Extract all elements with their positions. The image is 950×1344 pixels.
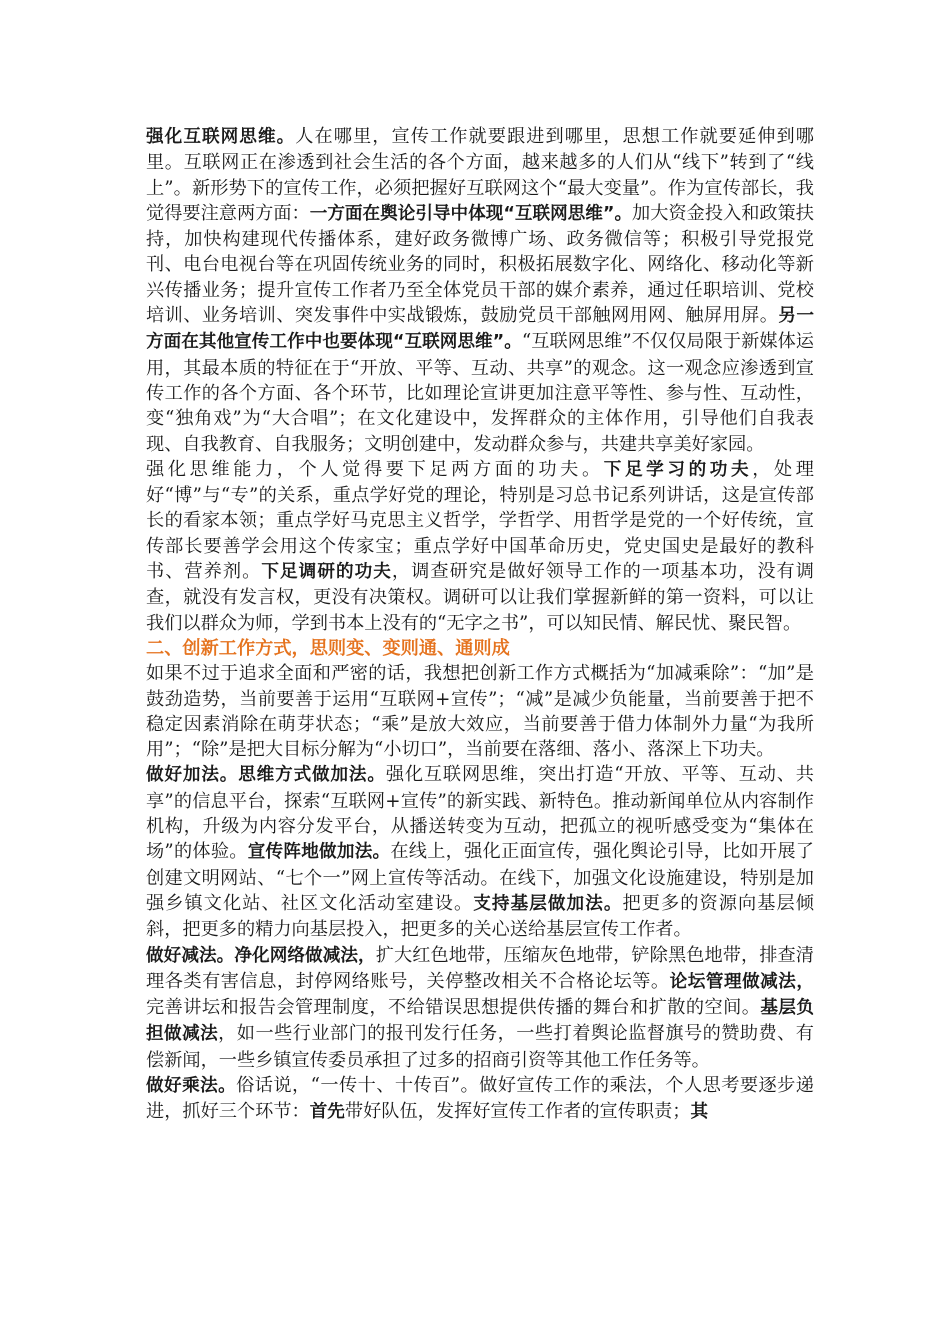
paragraph xyxy=(146,457,814,636)
paragraph xyxy=(146,1073,814,1126)
text-run: 在线上，强化正面宣传，强化舆论引导，比如开展了创建文明网站、“七个一”网上宣传等活动。在线下，加强文化设施建设，特别是加强乡镇文化站、社区文化活动室建设。 xyxy=(146,841,814,914)
text-run: ，处理好“博”与“专”的关系，重点学好党的理论，特别是习总书记系列讲话，这是宣传部长的看家本领；重点学好马克思主义哲学，学哲学、用哲学是党的一个好传统，宣传部长要善学会用这个传家宝；重点学好中国革命历史，党史国史是最好的教科书、营养剂。 xyxy=(146,458,814,583)
paragraph xyxy=(146,762,814,942)
text-run: 带好队伍，发挥好宣传工作者的宣传职责； xyxy=(344,1101,691,1123)
text-run: ，调查研究是做好领导工作的一项基本功，没有调查，就没有发言权，更没有决策权。调研可以让我们掌握新鲜的第一资料，可以让我们以群众为师，学到书本上没有的“无字之书”，可以知民情、解民忧、聚民智。 xyxy=(146,561,814,634)
text-run: “互联网思维”不仅仅局限于新媒体运用，其最本质的特征在于“开放、平等、互动、共享”的观念。这一观念应渗透到宣传工作的各个方面、各个环节，比如理论宣讲更加注意平等性、参与性、互动性，变“独角戏”为“大合唱”；在文化建设中，发挥群众的主体作用，引导他们自我表现、自我教育、自我服务；文明创建中，发动群众参与，共建共享美好家园。 xyxy=(146,331,814,455)
bold-text-run: 宣传阵地做加法。 xyxy=(247,842,391,863)
bold-text-run: 做好减法。净化网络做减法， xyxy=(146,945,376,966)
bold-text-run: 首先 xyxy=(309,1102,345,1123)
text-run: 人在哪里，宣传工作就要跟进到哪里，思想工作就要延伸到哪里。互联网正在渗透到社会生活的各个方面，越来越多的人们从“线下”转到了“线上”。新形势下的宣传工作，必须把握好互联网这个“最大变量”。作为宣传部长，我觉得要注意两方面： xyxy=(146,126,814,224)
bold-text-run: 下足调研的功夫 xyxy=(261,562,392,583)
paragraph xyxy=(146,661,814,762)
bold-text-run: 基层负担做减法 xyxy=(146,998,814,1045)
bold-text-run: 论坛管理做减法， xyxy=(669,971,814,992)
bold-text-run: 下足学习的功夫 xyxy=(603,459,753,480)
paragraph xyxy=(146,943,814,1073)
bold-text-run: 其 xyxy=(690,1102,709,1123)
bold-text-run: 另一方面在其他宣传工作中也要体现“互联网思维”。 xyxy=(146,306,814,353)
text-run: 完善讲坛和报告会管理制度，不给错误思想提供传播的舞台和扩散的空间。 xyxy=(146,997,761,1019)
bold-text-run: 一方面在舆论引导中体现“互联网思维”。 xyxy=(309,203,633,224)
bold-text-run: 强化互联网思维。 xyxy=(146,127,296,147)
text-run: 加大资金投入和政策扶持，加快构建现代传播体系，建好政务微博广场、政务微信等；积极引导党报党刊、电台电视台等在巩固传统业务的同时，积极拓展数字化、网络化、移动化等新兴传播业务；提升宣传工作者乃至全体党员干部的媒介素养，通过任职培训、党校培训、业务培训、突发事件中实战锻炼，鼓励党员干部触网用网、触屏用屏。 xyxy=(146,202,814,327)
text-run: 把更多的资源向基层倾斜，把更多的精力向基层投入，把更多的关心送给基层宣传工作者。 xyxy=(146,892,814,941)
bold-text-run: 做好乘法。 xyxy=(146,1075,237,1096)
text-run: 强化互联网思维，突出打造“开放、平等、互动、共享”的信息平台，探索“互联网+宣传”的新实践、新特色。推动新闻单位从内容制作机构，升级为内容分发平台，从播送转变为互动，把孤立的视听感受变为“集体在场”的体验。 xyxy=(146,764,814,863)
bold-text-run: 支持基层做加法。 xyxy=(473,893,623,914)
text-run: 俗话说，“一传十、十传百”。做好宣传工作的乘法，个人思考要逐步递进，抓好三个环节： xyxy=(146,1074,814,1123)
document-body xyxy=(146,124,814,1126)
bold-text-run: 二、创新工作方式，思则变、变则通、通则成 xyxy=(146,637,510,659)
text-run: ，如一些行业部门的报刊发行任务，一些打着舆论监督旗号的赞助费、有偿新闻，一些乡镇宣传委员承担了过多的招商引资等其他工作任务等。 xyxy=(146,1023,814,1071)
text-run: 强化思维能力，个人觉得要下足两方面的功夫。 xyxy=(146,458,604,480)
text-run: 扩大红色地带，压缩灰色地带，铲除黑色地带，排查清理各类有害信息，封停网络账号，关停整改相关不合格论坛等。 xyxy=(146,944,814,992)
paragraph xyxy=(146,124,814,457)
section-heading xyxy=(146,636,814,661)
bold-text-run: 做好加法。思维方式做加法。 xyxy=(146,765,386,786)
text-run: 如果不过于追求全面和严密的话，我想把创新工作方式概括为“加减乘除”：“加”是鼓劲造势，当前要善于运用“互联网+宣传”；“减”是减少负能量，当前要善于把不稳定因素消除在萌芽状态；“乘”是放大效应，当前要善于借力体制外力量“为我所用”；“除”是把大目标分解为“小切口”，当前要在落细、落小、落深上下功夫。 xyxy=(146,663,814,761)
